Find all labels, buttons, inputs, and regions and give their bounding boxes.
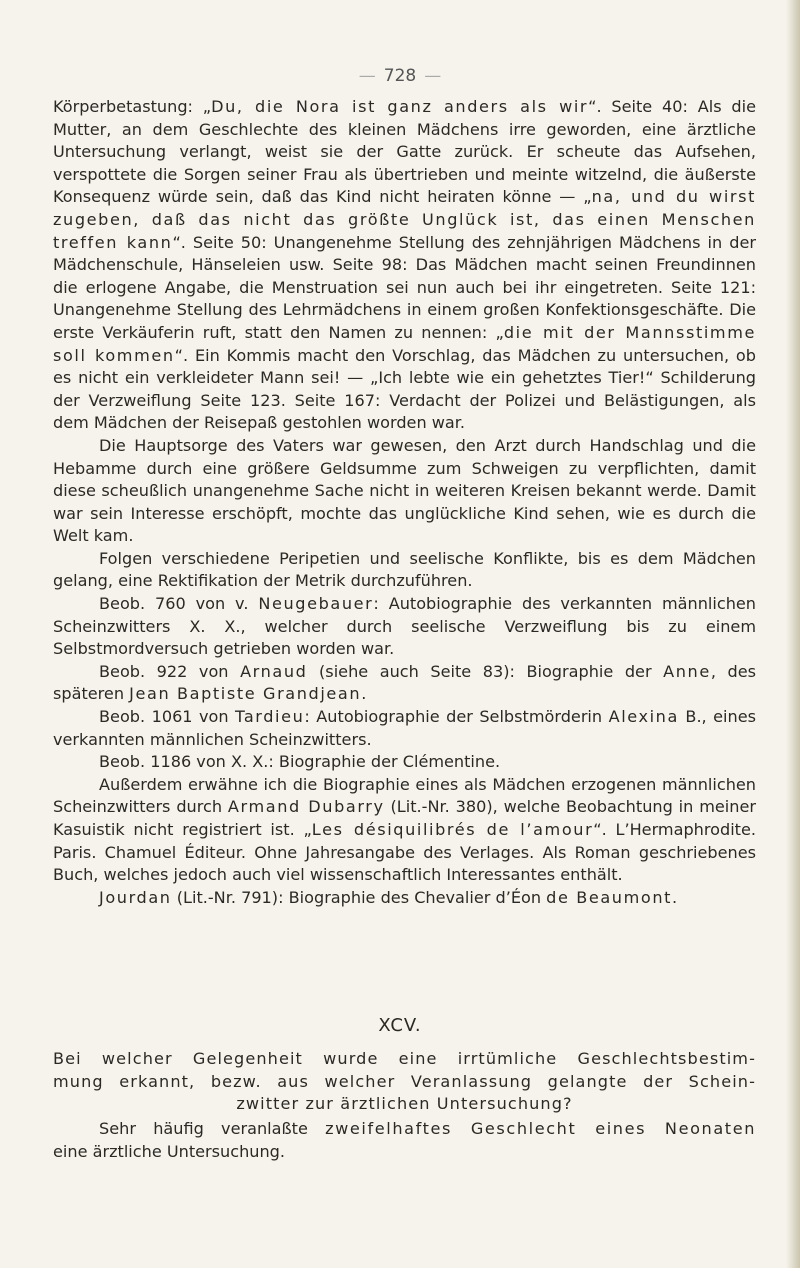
text-run: (Lit.-Nr. 791): Biographie des Chevalier d’Éon bbox=[171, 887, 547, 907]
text-run: : Autobiographie des verkannten männlichen Scheinzwitters X. X., welcher durch seelische Verzweiflung bis zu einem Selbstmordversuch getrieben worden war. bbox=[53, 594, 757, 659]
text-run: Außerdem erwähne ich die Biographie eines als Mädchen erzogenen männlichen Scheinzwitters durch bbox=[53, 774, 756, 817]
text-run: Folgen verschiedene Peripetien und seelische Konflikte, bis es dem Mädchen gelang, eine Rektifikation der Metrik durchzuführen. bbox=[53, 548, 756, 591]
spaced-emphasis: Alexina bbox=[608, 707, 679, 727]
spaced-emphasis: de Beaumont bbox=[546, 887, 673, 907]
answer-text: Sehr häufig veranlaßte bbox=[99, 1119, 326, 1138]
page-edge-shadow bbox=[786, 0, 800, 1268]
paragraph bbox=[53, 751, 756, 774]
text-run: Körperbetastung: „ bbox=[53, 97, 212, 116]
text-run: Die Hauptsorge des Vaters war gewesen, den Arzt durch Handschlag und die Hebamme durch eine größere Geldsumme zum Schweigen zu verpflichten, damit diese scheußlich unangenehme Sache nicht in weiteren Kreisen bekannt werde. Damit war sein Interesse erschöpft, mochte das unglückliche Kind sehen, wie es durch die Welt kam. bbox=[53, 435, 756, 546]
spaced-emphasis: Les désiquilibrés de l’amour bbox=[311, 820, 594, 839]
spaced-emphasis: Du, die Nora ist ganz anders als wir bbox=[211, 97, 589, 116]
text-run: . bbox=[672, 887, 678, 907]
paragraph bbox=[53, 661, 756, 706]
text-run: (siehe auch Seite 83): Biographie der bbox=[307, 661, 664, 681]
text-run: : Autobiographie der Selbstmörderin bbox=[304, 707, 609, 727]
spaced-emphasis: Anne bbox=[663, 661, 711, 681]
spaced-emphasis: Neugebauer bbox=[258, 594, 374, 614]
text-run: Beob. 1186 von X. X.: Biographie der Clémentine. bbox=[99, 752, 501, 772]
body-text bbox=[53, 96, 756, 909]
text-run: “. Seite 50: Unangenehme Stellung des zehnjährigen Mädchens in der Mädchenschule, Hänseleien usw. Seite 98: Das Mädchen macht seinen Freundinnen die erlogene Angabe, die Menstruation sei nun auch bei ihr eingetreten. Seite 121: Unangenehme Stellung des Lehrmädchens in einem großen Konfektionsgeschäfte. Die erste Verkäuferin ruft, statt den Namen zu nennen: „ bbox=[53, 232, 756, 342]
spaced-emphasis: na, und du wirst zugeben, daß das nicht das größte Unglück ist, das einen Menschen treffen kann bbox=[53, 187, 757, 252]
text-run: . bbox=[361, 684, 367, 704]
question-line: Bei welcher Gelegenheit wurde eine irrtümliche Geschlechtsbestim- bbox=[53, 1049, 756, 1068]
paragraph bbox=[53, 548, 756, 593]
spaced-emphasis: die mit der Mannsstimme soll kommen bbox=[53, 322, 756, 365]
text-run: “. Seite 40: Als die Mutter, an dem Geschlechte des kleinen Mädchens irre geworden, eine ärztliche Untersuchung verlangt, weist sie der Gatte zurück. Er scheute das Aufsehen, verspottete die Sorgen seiner Frau als übertrieben und meinte witzelnd, die äußerste Konsequenz würde sein, daß das Kind nicht heiraten könne — „ bbox=[53, 97, 756, 207]
page-number: — 728 — bbox=[358, 66, 442, 86]
text-run: Beob. 1061 von bbox=[99, 707, 236, 727]
text-run: Beob. 922 von bbox=[99, 661, 241, 681]
paragraph bbox=[53, 435, 756, 548]
question-line: zwitter zur ärztlichen Untersuchung? bbox=[236, 1094, 573, 1114]
section-heading: XCV. bbox=[378, 1015, 422, 1036]
spaced-emphasis: Jean Baptiste Grandjean bbox=[129, 684, 362, 704]
text-run: , des späteren bbox=[53, 661, 757, 704]
question-line: mung erkannt, bezw. aus welcher Veranlassung gelangte der Schein- bbox=[53, 1071, 756, 1091]
spaced-emphasis: Armand Dubarry bbox=[227, 797, 385, 817]
text-run: “. Ein Kommis macht den Vorschlag, das Mädchen zu untersuchen, ob es nicht ein verkleideter Mann sei! — „Ich lebte wie ein gehetztes Tier!“ Schilderung der Verzweiflung Seite 123. Seite 167: Verdacht der Polizei und Belästigungen, als dem Mädchen der Reisepaß gestohlen worden war. bbox=[53, 345, 756, 433]
spaced-emphasis: Tardieu bbox=[235, 707, 305, 727]
answer-spaced-text: zweifelhaftes Geschlecht eines Neonaten bbox=[325, 1119, 756, 1138]
section-answer bbox=[53, 1118, 756, 1163]
text-run: (Lit.-Nr. 380), welche Beobachtung in meiner Kasuistik nicht registriert ist. „ bbox=[53, 797, 756, 839]
text-run: “. L’Hermaphrodite. Paris. Chamuel Éditeur. Ohne Jahresangabe des Verlages. Als Roman geschriebenes Buch, welches jedoch auch viel wissenschaftlich Interessantes enthält. bbox=[53, 820, 756, 885]
answer-line bbox=[53, 1118, 756, 1141]
text-run: Beob. 760 von v. bbox=[99, 594, 259, 614]
answer-line: eine ärztliche Untersuchung. bbox=[53, 1141, 286, 1161]
page-number-value: 728 bbox=[383, 66, 417, 86]
paragraph bbox=[53, 706, 756, 751]
text-run: B., eines verkannten männlichen Scheinzwitters. bbox=[53, 707, 756, 749]
paragraph bbox=[53, 96, 756, 435]
paragraph bbox=[53, 774, 756, 887]
section-question bbox=[53, 1048, 756, 1116]
spaced-emphasis: Jourdan bbox=[99, 887, 172, 907]
paragraph bbox=[53, 593, 756, 661]
paragraph bbox=[53, 887, 756, 910]
spaced-emphasis: Arnaud bbox=[240, 661, 308, 681]
